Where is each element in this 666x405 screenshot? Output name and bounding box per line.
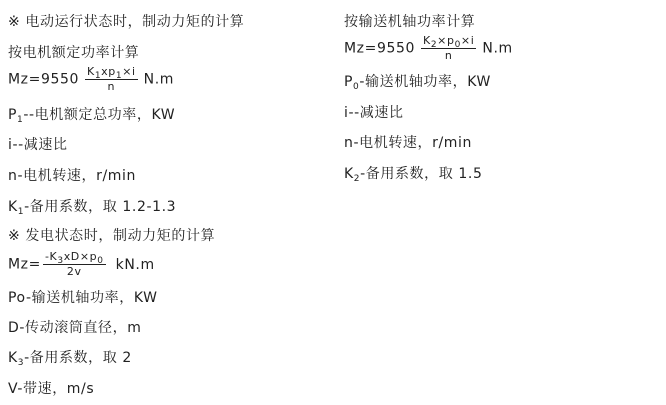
formula-mz-shaft [344, 35, 513, 62]
def-d: D-传动滚筒直径，m [8, 320, 142, 336]
def-n: n-电机转速，r/min [8, 168, 136, 184]
subheading-rated-power: 按电机额定功率计算 [8, 45, 140, 61]
def-k3: $K_3-$备用系数，取 2 [8, 350, 132, 368]
section-heading-motoring: ※ 电动运行状态时，制动力矩的计算 [8, 14, 245, 30]
fraction [43, 251, 106, 278]
def-p1: $P_1--$电机额定总功率，KW [8, 107, 176, 125]
def-i: i--减速比 [8, 137, 68, 153]
section-heading-generating: ※ 发电状态时，制动力矩的计算 [8, 228, 216, 244]
def-k2: $K_2-$备用系数，取 1.5 [344, 166, 483, 184]
fraction [421, 35, 476, 62]
def-p0: $P_0-$输送机轴功率，KW [344, 74, 491, 92]
numerator: $K_2\times p_0\times i$ [423, 34, 475, 50]
denominator: 2v [66, 265, 82, 278]
def-i-right: i--减速比 [344, 105, 404, 121]
denominator: n [444, 49, 453, 62]
formula-mz-generating [8, 251, 155, 278]
numerator: $K_1xp_1\times i$ [87, 65, 136, 81]
fraction [85, 66, 138, 93]
def-po: Po-输送机轴功率，KW [8, 290, 158, 306]
formula-lhs: Mz= [8, 256, 41, 273]
def-v: V-带速，m/s [8, 381, 95, 397]
formula-mz-rated [8, 66, 174, 93]
def-n-right: n-电机转速，r/min [344, 135, 472, 151]
denominator: n [107, 80, 116, 93]
formula-unit: N.m [143, 71, 175, 88]
formula-unit: kN.m [115, 256, 155, 273]
numerator: $-K_3xD\times p_0$ [44, 250, 104, 266]
formula-lhs: Mz=9550 [344, 40, 415, 57]
def-k1: $K_1-$备用系数，取 1.2-1.3 [8, 199, 177, 217]
subheading-shaft-power: 按输送机轴功率计算 [344, 14, 476, 30]
formula-unit: N.m [482, 40, 513, 57]
formula-lhs: Mz=9550 [8, 71, 79, 88]
